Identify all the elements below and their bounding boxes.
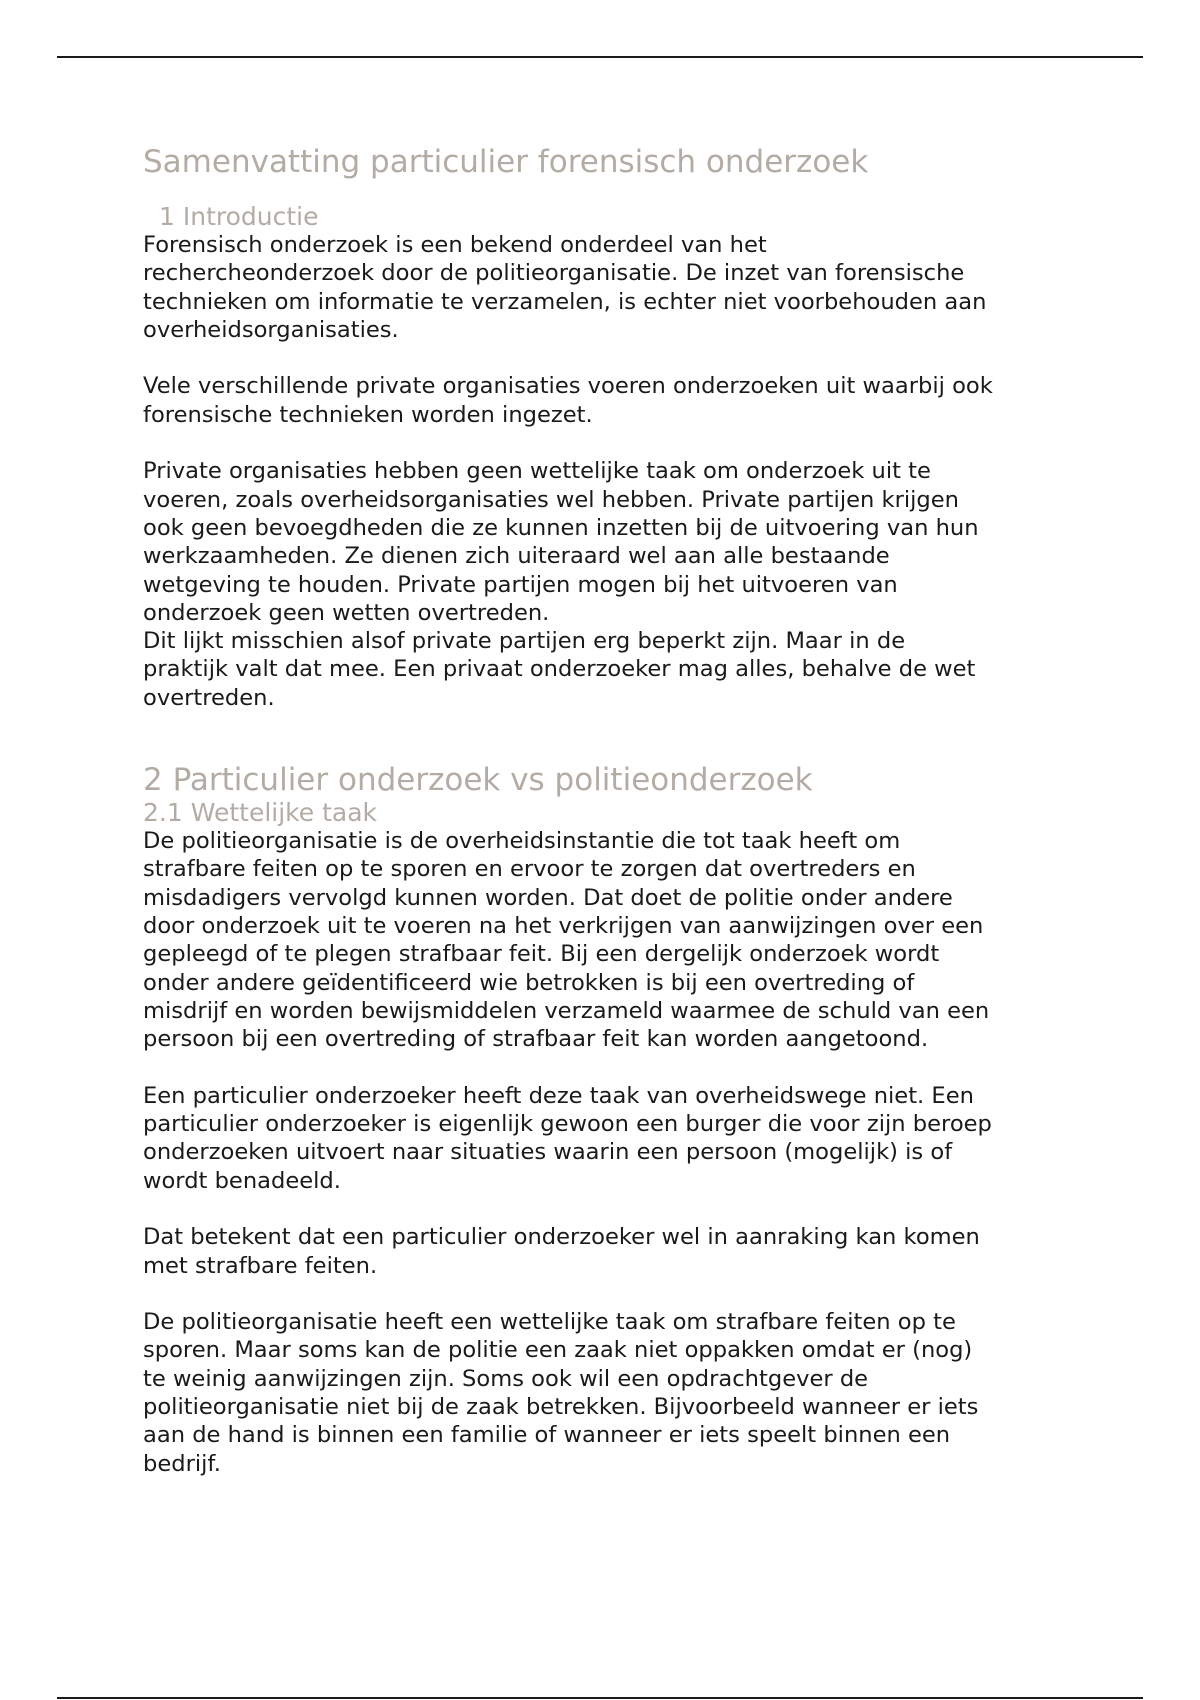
text-line: Dat betekent dat een particulier onderzoeker wel in aanraking kan komen — [143, 1224, 980, 1251]
text-line: onder andere geïdentificeerd wie betrokken is bij een overtreding of — [143, 969, 915, 996]
text-line: misdadigers vervolgd kunnen worden. Dat doet de politie onder andere — [143, 884, 953, 911]
text-line: rechercheonderzoek door de politieorganisatie. De inzet van forensische — [143, 260, 965, 287]
document-title: Samenvatting particulier forensisch onderzoek — [143, 144, 869, 180]
text-line: Dit lijkt misschien alsof private partijen erg beperkt zijn. Maar in de — [143, 628, 906, 655]
paragraph — [143, 457, 1083, 712]
text-line: misdrijf en worden bewijsmiddelen verzameld waarmee de schuld van een — [143, 997, 990, 1024]
text-line: wetgeving te houden. Private partijen mogen bij het uitvoeren van — [143, 571, 898, 598]
text-line: De politieorganisatie heeft een wettelijke taak om strafbare feiten op te — [143, 1309, 956, 1336]
text-line: praktijk valt dat mee. Een privaat onderzoeker mag alles, behalve de wet — [143, 656, 976, 683]
text-line: sporen. Maar soms kan de politie een zaak niet oppakken omdat er (nog) — [143, 1337, 973, 1364]
text-line: De politieorganisatie is de overheidsinstantie die tot taak heeft om — [143, 828, 901, 855]
text-line: te weinig aanwijzingen zijn. Soms ook wil een opdrachtgever de — [143, 1365, 869, 1392]
text-line: Private organisaties hebben geen wettelijke taak om onderzoek uit te — [143, 458, 931, 485]
text-line: werkzaamheden. Ze dienen zich uiteraard wel aan alle bestaande — [143, 543, 890, 570]
section-2-content — [143, 827, 1083, 1478]
paragraph — [143, 231, 1083, 344]
paragraph — [143, 1223, 1083, 1280]
text-line: politieorganisatie niet bij de zaak betrekken. Bijvoorbeeld wanneer er iets — [143, 1393, 979, 1420]
top-rule — [57, 56, 1143, 58]
text-line: voeren, zoals overheidsorganisaties wel hebben. Private partijen krijgen — [143, 486, 959, 513]
document-body — [143, 138, 1083, 1478]
paragraph — [143, 1308, 1083, 1478]
bottom-rule — [57, 1697, 1143, 1699]
text-line: strafbare feiten op te sporen en ervoor te zorgen dat overtreders en — [143, 856, 916, 883]
section-1-heading: 1 Introductie — [159, 202, 319, 231]
text-line: Een particulier onderzoeker heeft deze taak van overheidswege niet. Een — [143, 1082, 974, 1109]
text-line: aan de hand is binnen een familie of wanneer er iets speelt binnen een — [143, 1422, 951, 1449]
text-line: gepleegd of te plegen strafbaar feit. Bij een dergelijk onderzoek wordt — [143, 941, 940, 968]
text-line: forensische technieken worden ingezet. — [143, 401, 593, 428]
text-line: overheidsorganisaties. — [143, 316, 399, 343]
text-line: wordt benadeeld. — [143, 1167, 341, 1194]
section-2-1-heading: 2.1 Wettelijke taak — [143, 798, 377, 828]
section-1-content — [143, 231, 1083, 712]
text-line: technieken om informatie te verzamelen, is echter niet voorbehouden aan — [143, 288, 987, 315]
text-line: bedrijf. — [143, 1450, 221, 1477]
text-line: Vele verschillende private organisaties voeren onderzoeken uit waarbij ook — [143, 373, 993, 400]
text-line: met strafbare feiten. — [143, 1252, 378, 1279]
text-line: persoon bij een overtreding of strafbaar feit kan worden aangetoond. — [143, 1026, 929, 1053]
paragraph — [143, 827, 1083, 1053]
text-line: particulier onderzoeker is eigenlijk gewoon een burger die voor zijn beroep — [143, 1111, 992, 1138]
text-line: Forensisch onderzoek is een bekend onderdeel van het — [143, 232, 767, 258]
text-line: onderzoek geen wetten overtreden. — [143, 599, 550, 626]
paragraph — [143, 372, 1083, 429]
text-line: door onderzoek uit te voeren na het verkrijgen van aanwijzingen over een — [143, 912, 984, 939]
section-2-heading: 2 Particulier onderzoek vs politieonderzoek — [143, 762, 813, 799]
text-line: overtreden. — [143, 684, 275, 711]
text-line: ook geen bevoegdheden die ze kunnen inzetten bij de uitvoering van hun — [143, 514, 979, 541]
paragraph — [143, 1082, 1083, 1195]
text-line: onderzoeken uitvoert naar situaties waarin een persoon (mogelijk) is of — [143, 1139, 953, 1166]
